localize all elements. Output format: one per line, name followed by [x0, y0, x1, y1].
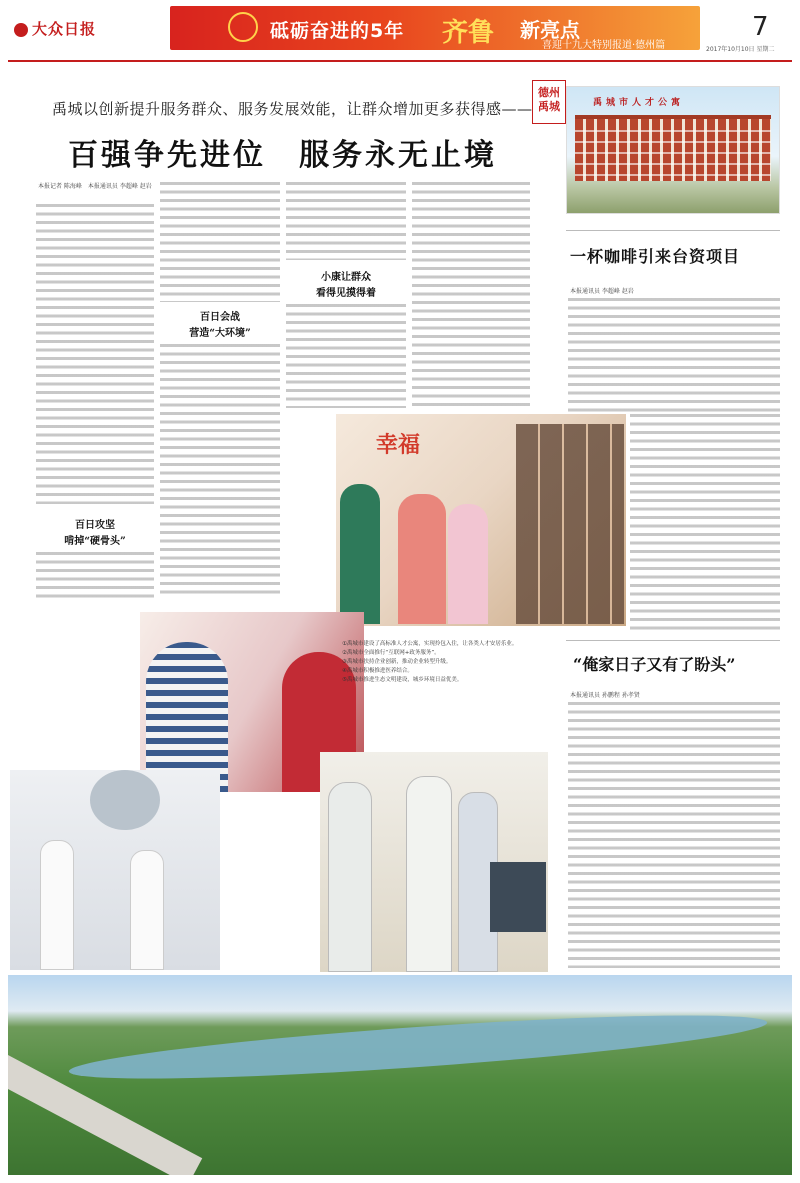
caption-line: ⑤禹城市推进生态文明建设，城乡环境日益优美。: [342, 677, 463, 683]
section-3-subtitle: 看得见摸得着: [316, 288, 376, 299]
caption-line: ③禹城市扶持企业创新，推动企业转型升级。: [342, 659, 452, 665]
wall-sign: 幸福: [376, 432, 421, 458]
body-column-1b: [36, 552, 154, 602]
photo-honor-wall: [336, 414, 626, 626]
section-tag: 德州禹城: [532, 80, 566, 124]
section-1-subtitle: 啃掉“硬骨头”: [64, 536, 126, 547]
right-article-2-title: “俺家日子又有了盼头”: [573, 655, 736, 674]
body-column-2b: [160, 344, 280, 599]
logo-emblem-icon: [14, 23, 28, 37]
right-article-1-title: 一杯咖啡引来台资项目: [570, 247, 741, 266]
logo-text: 大众日报: [32, 20, 97, 38]
caption-line: ①禹城市建设了高标准人才公寓，实现拎包入住，让各类人才安居乐业。: [342, 641, 518, 647]
section-2-title: 百日会战: [200, 312, 240, 323]
building-sign: 禹城市人才公寓: [593, 98, 685, 108]
body-column-2: [160, 182, 280, 302]
newspaper-logo: [14, 18, 96, 39]
body-column-3b: [286, 304, 406, 408]
special-report-banner: [170, 6, 700, 50]
issue-date: 2017年10月10日 星期二: [706, 46, 775, 53]
right-body-1b: [630, 414, 780, 632]
banner-slogan: 砥砺奋进的5年: [270, 20, 405, 42]
photo-lab: [10, 770, 220, 970]
article-byline: 本报记者 陈海峰 本报通讯员 李超峰 赵岩: [38, 183, 152, 190]
talent-apartment-photo: [566, 86, 780, 214]
section-1-title: 百日攻坚: [75, 520, 115, 531]
article-subhead: 禹城以创新提升服务群众、服务发展效能，让群众增加更多获得感——: [52, 100, 533, 118]
masthead: [0, 0, 800, 58]
section-3-title: 小康让群众: [321, 272, 371, 283]
party-emblem-icon: [228, 12, 258, 42]
right-body-1: [568, 298, 780, 414]
banner-big-text-2: 新亮点: [520, 18, 580, 42]
masthead-divider: [8, 60, 792, 62]
banner-subtitle: 喜迎十九大特别报道·德州篇: [542, 40, 666, 51]
river: [67, 1003, 768, 1092]
divider: [566, 230, 780, 231]
caption-line: ④禹城市积极推进医养结合。: [342, 668, 413, 674]
computer-screen: [490, 862, 546, 932]
body-column-3: [286, 182, 406, 260]
caption-line: ②禹城市全面推行“互联网+政务服务”。: [342, 650, 440, 656]
divider: [566, 640, 780, 641]
right-article-1-byline: 本报通讯员 李超峰 赵岩: [570, 288, 634, 295]
page-number: 7: [752, 12, 769, 42]
article-headline: 百强争先进位 服务永无止境: [68, 138, 497, 173]
banner-big-text: 齐鲁: [442, 18, 495, 48]
photo-river-landscape: [8, 975, 792, 1175]
right-body-2: [568, 702, 780, 968]
body-column-4: [412, 182, 530, 408]
body-column-1: [36, 204, 154, 504]
right-article-2-byline: 本报通讯员 孙鹏程 孙孝贤: [570, 692, 640, 699]
photo-captions: [342, 640, 552, 685]
section-2-subtitle: 营造“大环境”: [189, 328, 251, 339]
photo-service-hall: [320, 752, 548, 972]
portrait-wall: [516, 424, 624, 624]
